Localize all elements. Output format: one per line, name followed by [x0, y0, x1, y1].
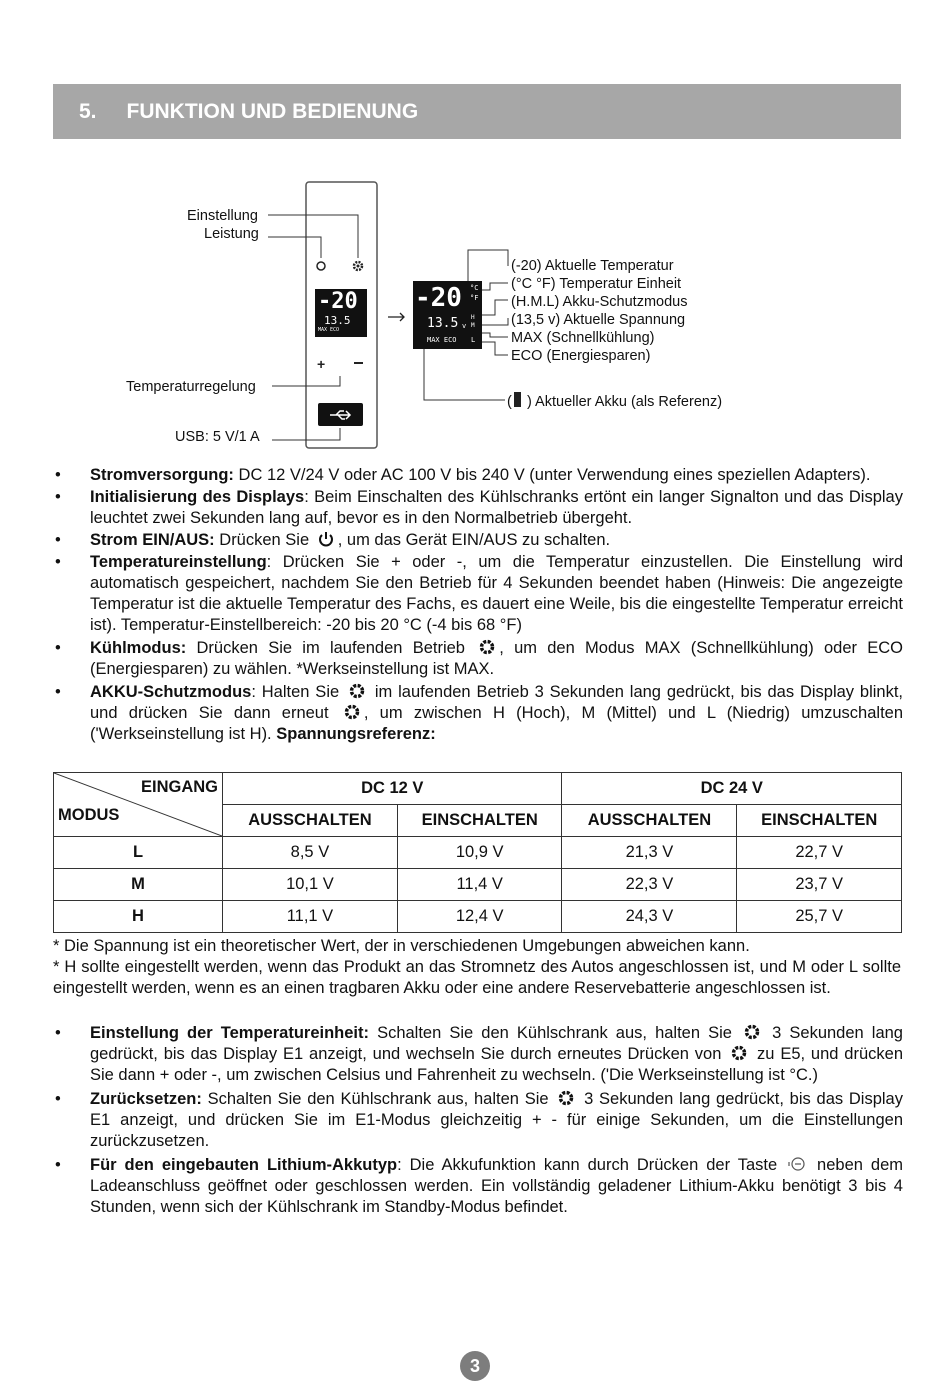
- power-icon: [317, 530, 335, 548]
- item-text: Drücken Sie: [214, 531, 314, 549]
- bullet-dot: •: [55, 1156, 61, 1174]
- large-display-l: L: [471, 336, 476, 344]
- item-heading: AKKU-Schutzmodus: [90, 683, 252, 701]
- label-leistung: Leistung: [204, 226, 259, 242]
- item-text: : Beim Einschalten des Kühlschranks ertönt ein langer Signalton und das Display leuchtet zwei Sekunden lang auf, bevor es in den Normalbetrieb übergeht.: [90, 488, 903, 527]
- list-item: [55, 682, 903, 745]
- bullet-dot: •: [55, 639, 61, 657]
- item-text: im laufenden Betrieb 3 Sekunden lang gedrückt, bis das Display blinkt, und drücken Sie dann erneut: [90, 683, 903, 722]
- bullet-list-1: [55, 465, 903, 746]
- label-max: MAX (Schnellkühlung): [511, 330, 655, 346]
- list-item: [55, 552, 903, 636]
- gear-icon: [348, 682, 366, 700]
- voltage-reference-table: [53, 772, 902, 933]
- table-cell: 11,4 V: [397, 869, 562, 901]
- battery-icon: [514, 392, 521, 407]
- table-row: [54, 837, 902, 869]
- plus-sign: +: [317, 356, 326, 372]
- item-heading: Einstellung der Temperatureinheit:: [90, 1024, 369, 1042]
- table-corner-header: [54, 773, 223, 837]
- list-item: [55, 465, 903, 486]
- list-item: [55, 487, 903, 529]
- column-header: AUSSCHALTEN: [562, 805, 737, 837]
- item-heading: Temperatureinstellung: [90, 553, 267, 571]
- section-number: 5.: [79, 100, 97, 123]
- note: * H sollte eingestellt werden, wenn das Produkt an das Stromnetz des Autos angeschlossen ist, und M oder L sollte eingestellt werden, wenn es an einen tragbaren Akku oder eine andere Reservebatterie angeschlossen ist.: [53, 958, 901, 997]
- item-text: : Halten Sie: [251, 683, 346, 701]
- label-temp-unit: (°C °F) Temperatur Einheit: [511, 276, 682, 292]
- list-item: [55, 530, 903, 551]
- item-text: Schalten Sie den Kühlschrank aus, halten Sie: [201, 1090, 555, 1108]
- table-cell: 21,3 V: [562, 837, 737, 869]
- item-heading: Zurücksetzen:: [90, 1090, 202, 1108]
- bullet-dot: •: [55, 553, 61, 571]
- table-cell: 25,7 V: [737, 901, 902, 933]
- bullet-dot: •: [55, 531, 61, 549]
- row-mode: H: [54, 901, 223, 933]
- note: * Die Spannung ist ein theoretischer Wert, der in verschiedenen Umgebungen abweichen kann.: [53, 937, 750, 955]
- gear-icon: [557, 1089, 575, 1107]
- list-item: [55, 638, 903, 680]
- row-mode: L: [54, 837, 223, 869]
- bullet-dot: •: [55, 466, 61, 484]
- group-header: DC 24 V: [562, 773, 902, 805]
- gear-icon: [343, 703, 361, 721]
- bullet-dot: •: [55, 683, 61, 701]
- label-battery-ref: ) Aktueller Akku (als Referenz): [527, 394, 723, 410]
- battery-button-icon: [788, 1155, 806, 1173]
- label-battery-open: (: [507, 394, 512, 410]
- table-row: [54, 869, 902, 901]
- small-display-voltage: 13.5: [324, 314, 351, 327]
- label-current-temp: (-20) Aktuelle Temperatur: [511, 258, 674, 274]
- corner-mode-label: MODUS: [58, 806, 120, 824]
- corner-input-label: EINGANG: [140, 778, 218, 796]
- group-header: DC 12 V: [223, 773, 562, 805]
- item-text: 3 Sekunden lang gedrückt, bis das Display E1 anzeigt, und drücken Sie im E1-Modus gleichzeitig + - für einige Sekunden, um die Einstellungen zurückzusetzen.: [90, 1090, 903, 1150]
- item-text: DC 12 V/24 V oder AC 100 V bis 240 V (unter Verwendung eines speziellen Adapters).: [233, 466, 871, 484]
- item-text: Schalten Sie den Kühlschrank aus, halten Sie: [368, 1024, 741, 1042]
- bullet-dot: •: [55, 1090, 61, 1108]
- large-display-modes: MAX ECO: [427, 336, 457, 344]
- table-cell: 24,3 V: [562, 901, 737, 933]
- arrow: [388, 313, 404, 321]
- table-row: [54, 901, 902, 933]
- item-text: zu E5, und drücken Sie dann + oder -, um zwischen Celsius und Fahrenheit zu wechseln. ('Die Werkseinstellung ist °C.): [90, 1045, 903, 1084]
- label-eco: ECO (Energiesparen): [511, 348, 651, 364]
- item-heading: Für den eingebauten Lithium-Akkutyp: [90, 1156, 398, 1174]
- table-cell: 22,3 V: [562, 869, 737, 901]
- label-temperaturregelung: Temperaturregelung: [126, 379, 256, 395]
- page-number: 3: [460, 1351, 490, 1381]
- item-text: neben dem Ladeanschluss geöffnet oder geschlossen werden. Ein vollständig geladener Lithium-Akku benötigt 3 bis 4 Stunden, wenn sich der Kühlschrank im Standby-Modus befindet.: [90, 1156, 903, 1216]
- item-text: , um das Gerät EIN/AUS zu schalten.: [337, 531, 611, 549]
- item-text: : Die Akkufunktion kann durch Drücken der Taste: [397, 1156, 786, 1174]
- table-cell: 11,1 V: [223, 901, 398, 933]
- table-cell: 12,4 V: [397, 901, 562, 933]
- item-text: 3 Sekunden lang gedrückt, bis das Display E1 anzeigt, und wechseln Sie durch erneutes Drücken von: [90, 1024, 903, 1063]
- list-item: [55, 1089, 903, 1152]
- table-cell: 23,7 V: [737, 869, 902, 901]
- list-item: [55, 1155, 903, 1218]
- table-cell: 10,9 V: [397, 837, 562, 869]
- small-display-modes: MAX ECO: [318, 327, 340, 333]
- label-einstellung: Einstellung: [187, 208, 258, 224]
- item-heading: Strom EIN/AUS:: [90, 531, 215, 549]
- small-display-temp: -20: [318, 289, 358, 314]
- row-mode: M: [54, 869, 223, 901]
- large-display-content: [415, 282, 481, 348]
- table-cell: 22,7 V: [737, 837, 902, 869]
- large-display-temp: -20: [415, 283, 462, 313]
- large-display-unit-f: °F: [470, 294, 479, 302]
- section-title: FUNKTION UND BEDIENUNG: [126, 100, 419, 123]
- column-header: EINSCHALTEN: [397, 805, 562, 837]
- label-voltage: (13,5 v) Aktuelle Spannung: [511, 312, 686, 328]
- item-heading: Stromversorgung:: [90, 466, 234, 484]
- large-display-v: v: [462, 322, 467, 330]
- label-battery-protection: (H.M.L) Akku-Schutzmodus: [511, 294, 688, 310]
- column-header: EINSCHALTEN: [737, 805, 902, 837]
- minus-sign: [354, 362, 363, 364]
- label-usb: USB: 5 V/1 A: [175, 429, 260, 445]
- bullet-dot: •: [55, 488, 61, 506]
- item-heading: Initialisierung des Displays: [90, 488, 305, 506]
- item-text: Drücken Sie im laufenden Betrieb: [186, 639, 476, 657]
- gear-icon: [478, 638, 496, 656]
- item-text: , um den Modus MAX (Schnellkühlung) oder ECO (Energiesparen) zu wählen. *Werkseinstellung ist MAX.: [90, 639, 903, 678]
- small-display: [318, 290, 368, 336]
- column-header: AUSSCHALTEN: [223, 805, 398, 837]
- list-item: [55, 1023, 903, 1086]
- large-display-h: H: [471, 314, 475, 321]
- item-text: , um zwischen H (Hoch), M (Mittel) und L (Niedrig) umzuschalten ('Werkseinstellung ist H).: [90, 704, 904, 743]
- large-display-unit-c: °C: [470, 284, 479, 292]
- bullet-dot: •: [55, 1024, 61, 1042]
- table-cell: 10,1 V: [223, 869, 398, 901]
- control-panel-diagram: [0, 0, 950, 460]
- gear-icon: [730, 1044, 748, 1062]
- notes: [53, 936, 901, 999]
- item-heading: Spannungsreferenz:: [276, 725, 436, 743]
- gear-icon: [743, 1023, 761, 1041]
- bullet-list-2: [55, 1023, 903, 1219]
- table-cell: 8,5 V: [223, 837, 398, 869]
- item-heading: Kühlmodus:: [90, 639, 187, 657]
- large-display-m: M: [471, 322, 475, 329]
- large-display-voltage: 13.5: [427, 316, 459, 331]
- item-text: : Drücken Sie + oder -, um die Temperatur einzustellen. Die Einstellung wird automatisch gespeichert, nachdem Sie den Betrieb für 4 Sekunden beendet haben (Hinweis: Die angezeigte Temperatur ist die aktuelle Temperatur des Fachs, es dauert eine Weile, bis die eingestellte Temperatur erreicht ist). Temperatur-Einstellbereich: -20 bis 20 °C (-4 bis 68 °F): [90, 553, 903, 634]
